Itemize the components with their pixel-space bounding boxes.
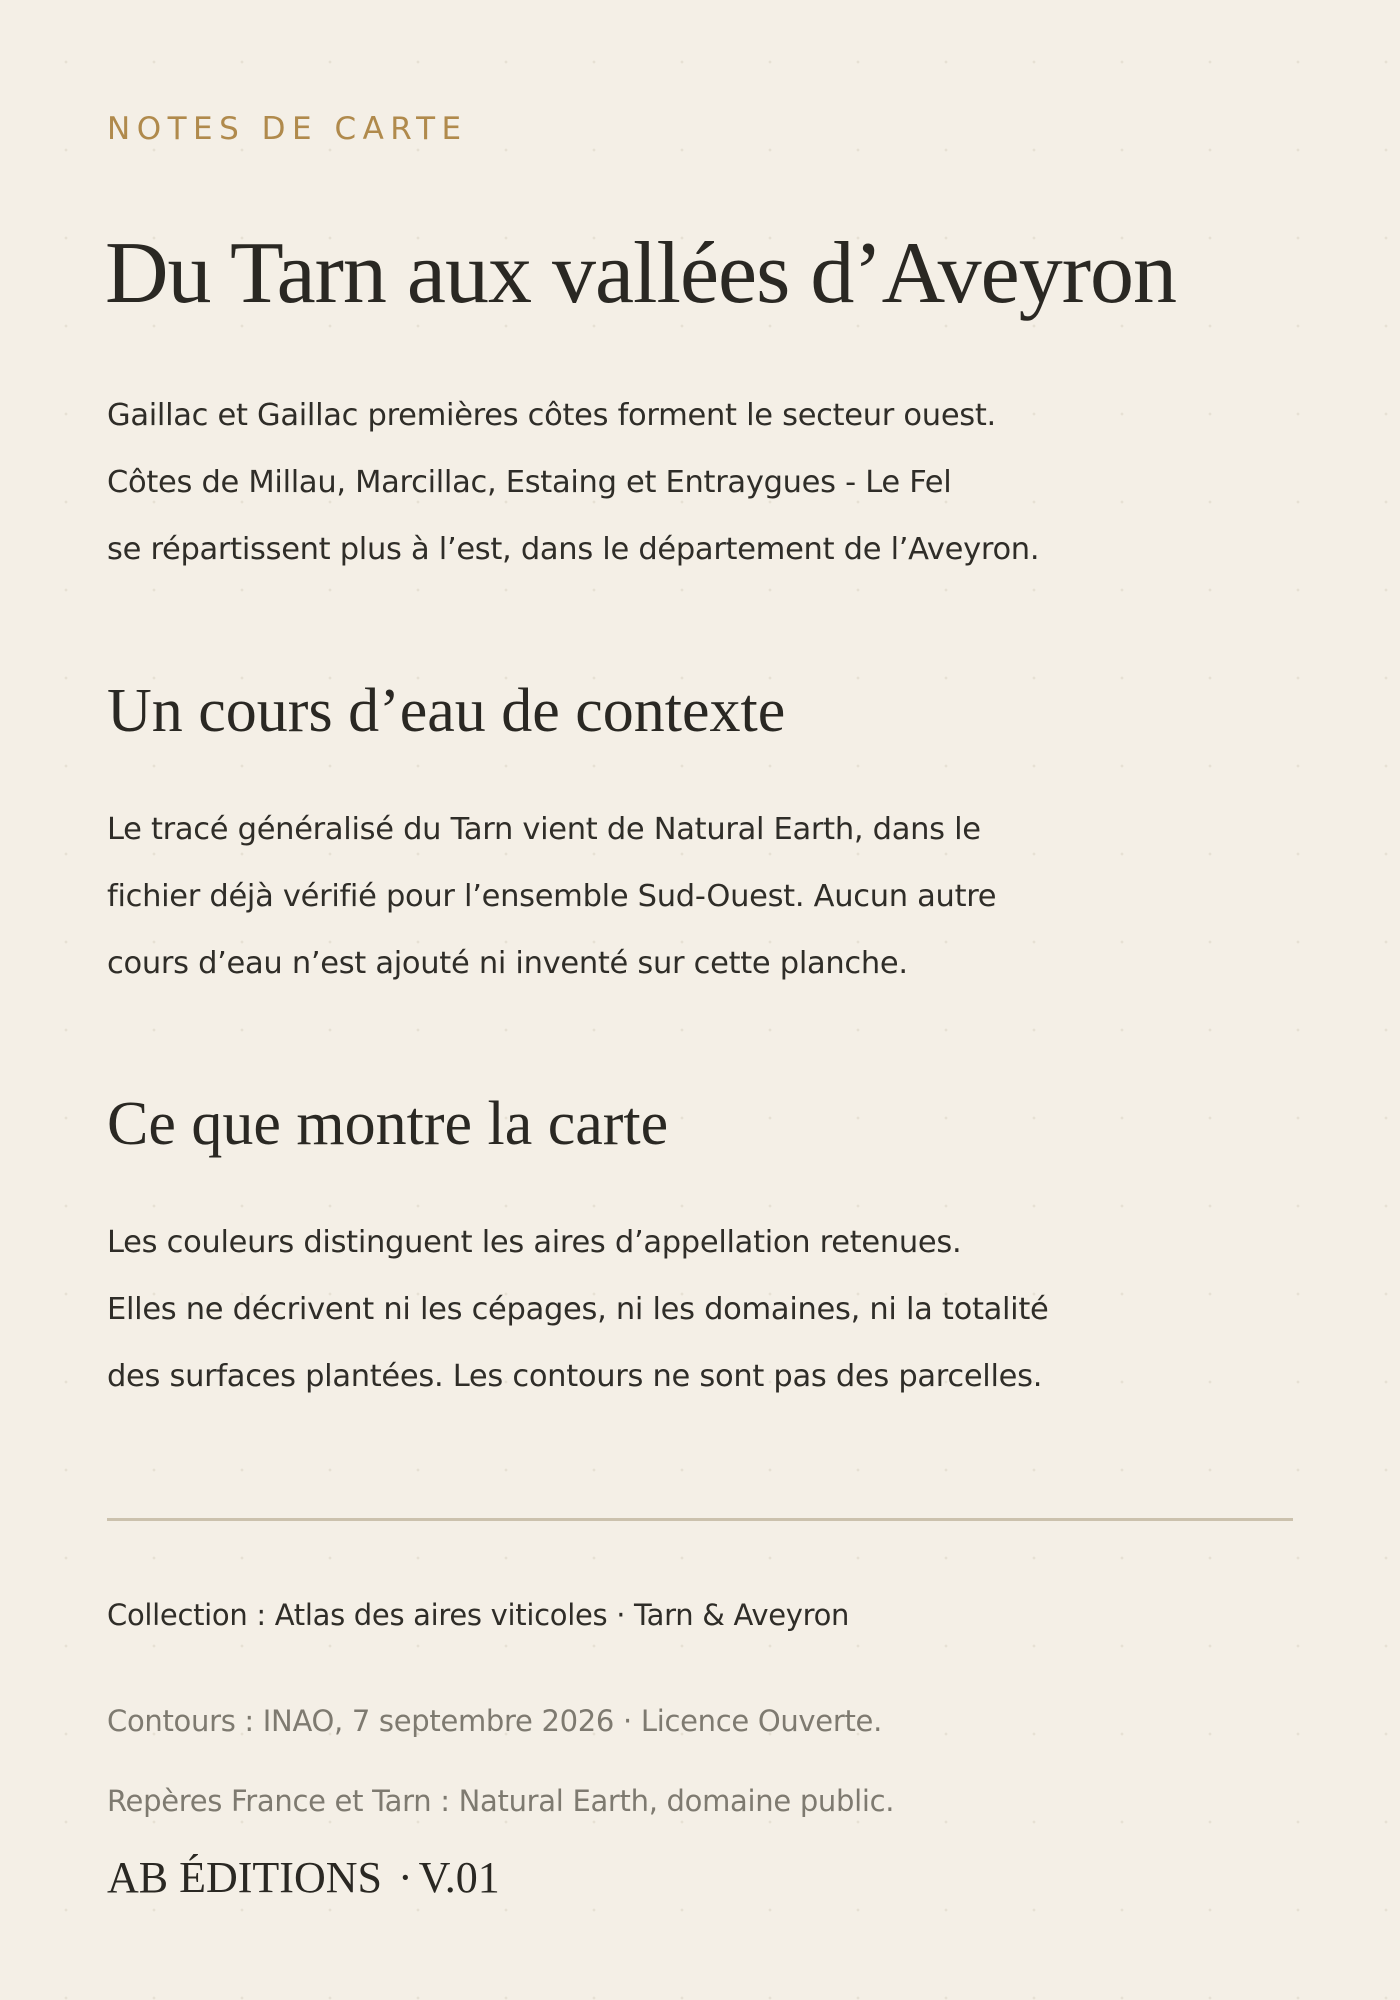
footer-divider xyxy=(107,1518,1293,1521)
source-contours: Contours : INAO, 7 septembre 2026 · Licence Ouverte. xyxy=(107,1704,882,1738)
section-eyebrow: NOTES DE CARTE xyxy=(107,111,468,147)
paragraph-line: des surfaces plantées. Les contours ne sont pas des parcelles. xyxy=(107,1359,1043,1394)
intro-line: Côtes de Millau, Marcillac, Estaing et Entraygues - Le Fel xyxy=(107,465,952,500)
collection-credit: Collection : Atlas des aires viticoles · Tarn & Aveyron xyxy=(107,1598,850,1632)
section-paragraph-river xyxy=(107,796,996,997)
paragraph-line: cours d’eau n’est ajouté ni inventé sur cette planche. xyxy=(107,946,908,981)
source-reperes: Repères France et Tarn : Natural Earth, domaine public. xyxy=(107,1784,895,1818)
publisher-name: AB ÉDITIONS xyxy=(107,1853,382,1902)
version-label: V.01 xyxy=(418,1853,500,1902)
intro-line: se répartissent plus à l’est, dans le département de l’Aveyron. xyxy=(107,532,1040,567)
intro-line: Gaillac et Gaillac premières côtes forment le secteur ouest. xyxy=(107,398,996,433)
section-paragraph-map xyxy=(107,1209,1048,1410)
paragraph-line: Le tracé généralisé du Tarn vient de Natural Earth, dans le xyxy=(107,812,981,847)
publisher-mark xyxy=(107,1853,500,1902)
brand-separator: · xyxy=(397,1853,413,1902)
section-heading-river: Un cours d’eau de contexte xyxy=(107,677,786,745)
paragraph-line: Les couleurs distinguent les aires d’appellation retenues. xyxy=(107,1225,962,1260)
page-title: Du Tarn aux vallées d’Aveyron xyxy=(105,225,1176,322)
intro-paragraph xyxy=(107,382,1039,583)
section-heading-map: Ce que montre la carte xyxy=(107,1090,669,1158)
paragraph-line: fichier déjà vérifié pour l’ensemble Sud-Ouest. Aucun autre xyxy=(107,879,997,914)
paragraph-line: Elles ne décrivent ni les cépages, ni les domaines, ni la totalité xyxy=(107,1292,1049,1327)
